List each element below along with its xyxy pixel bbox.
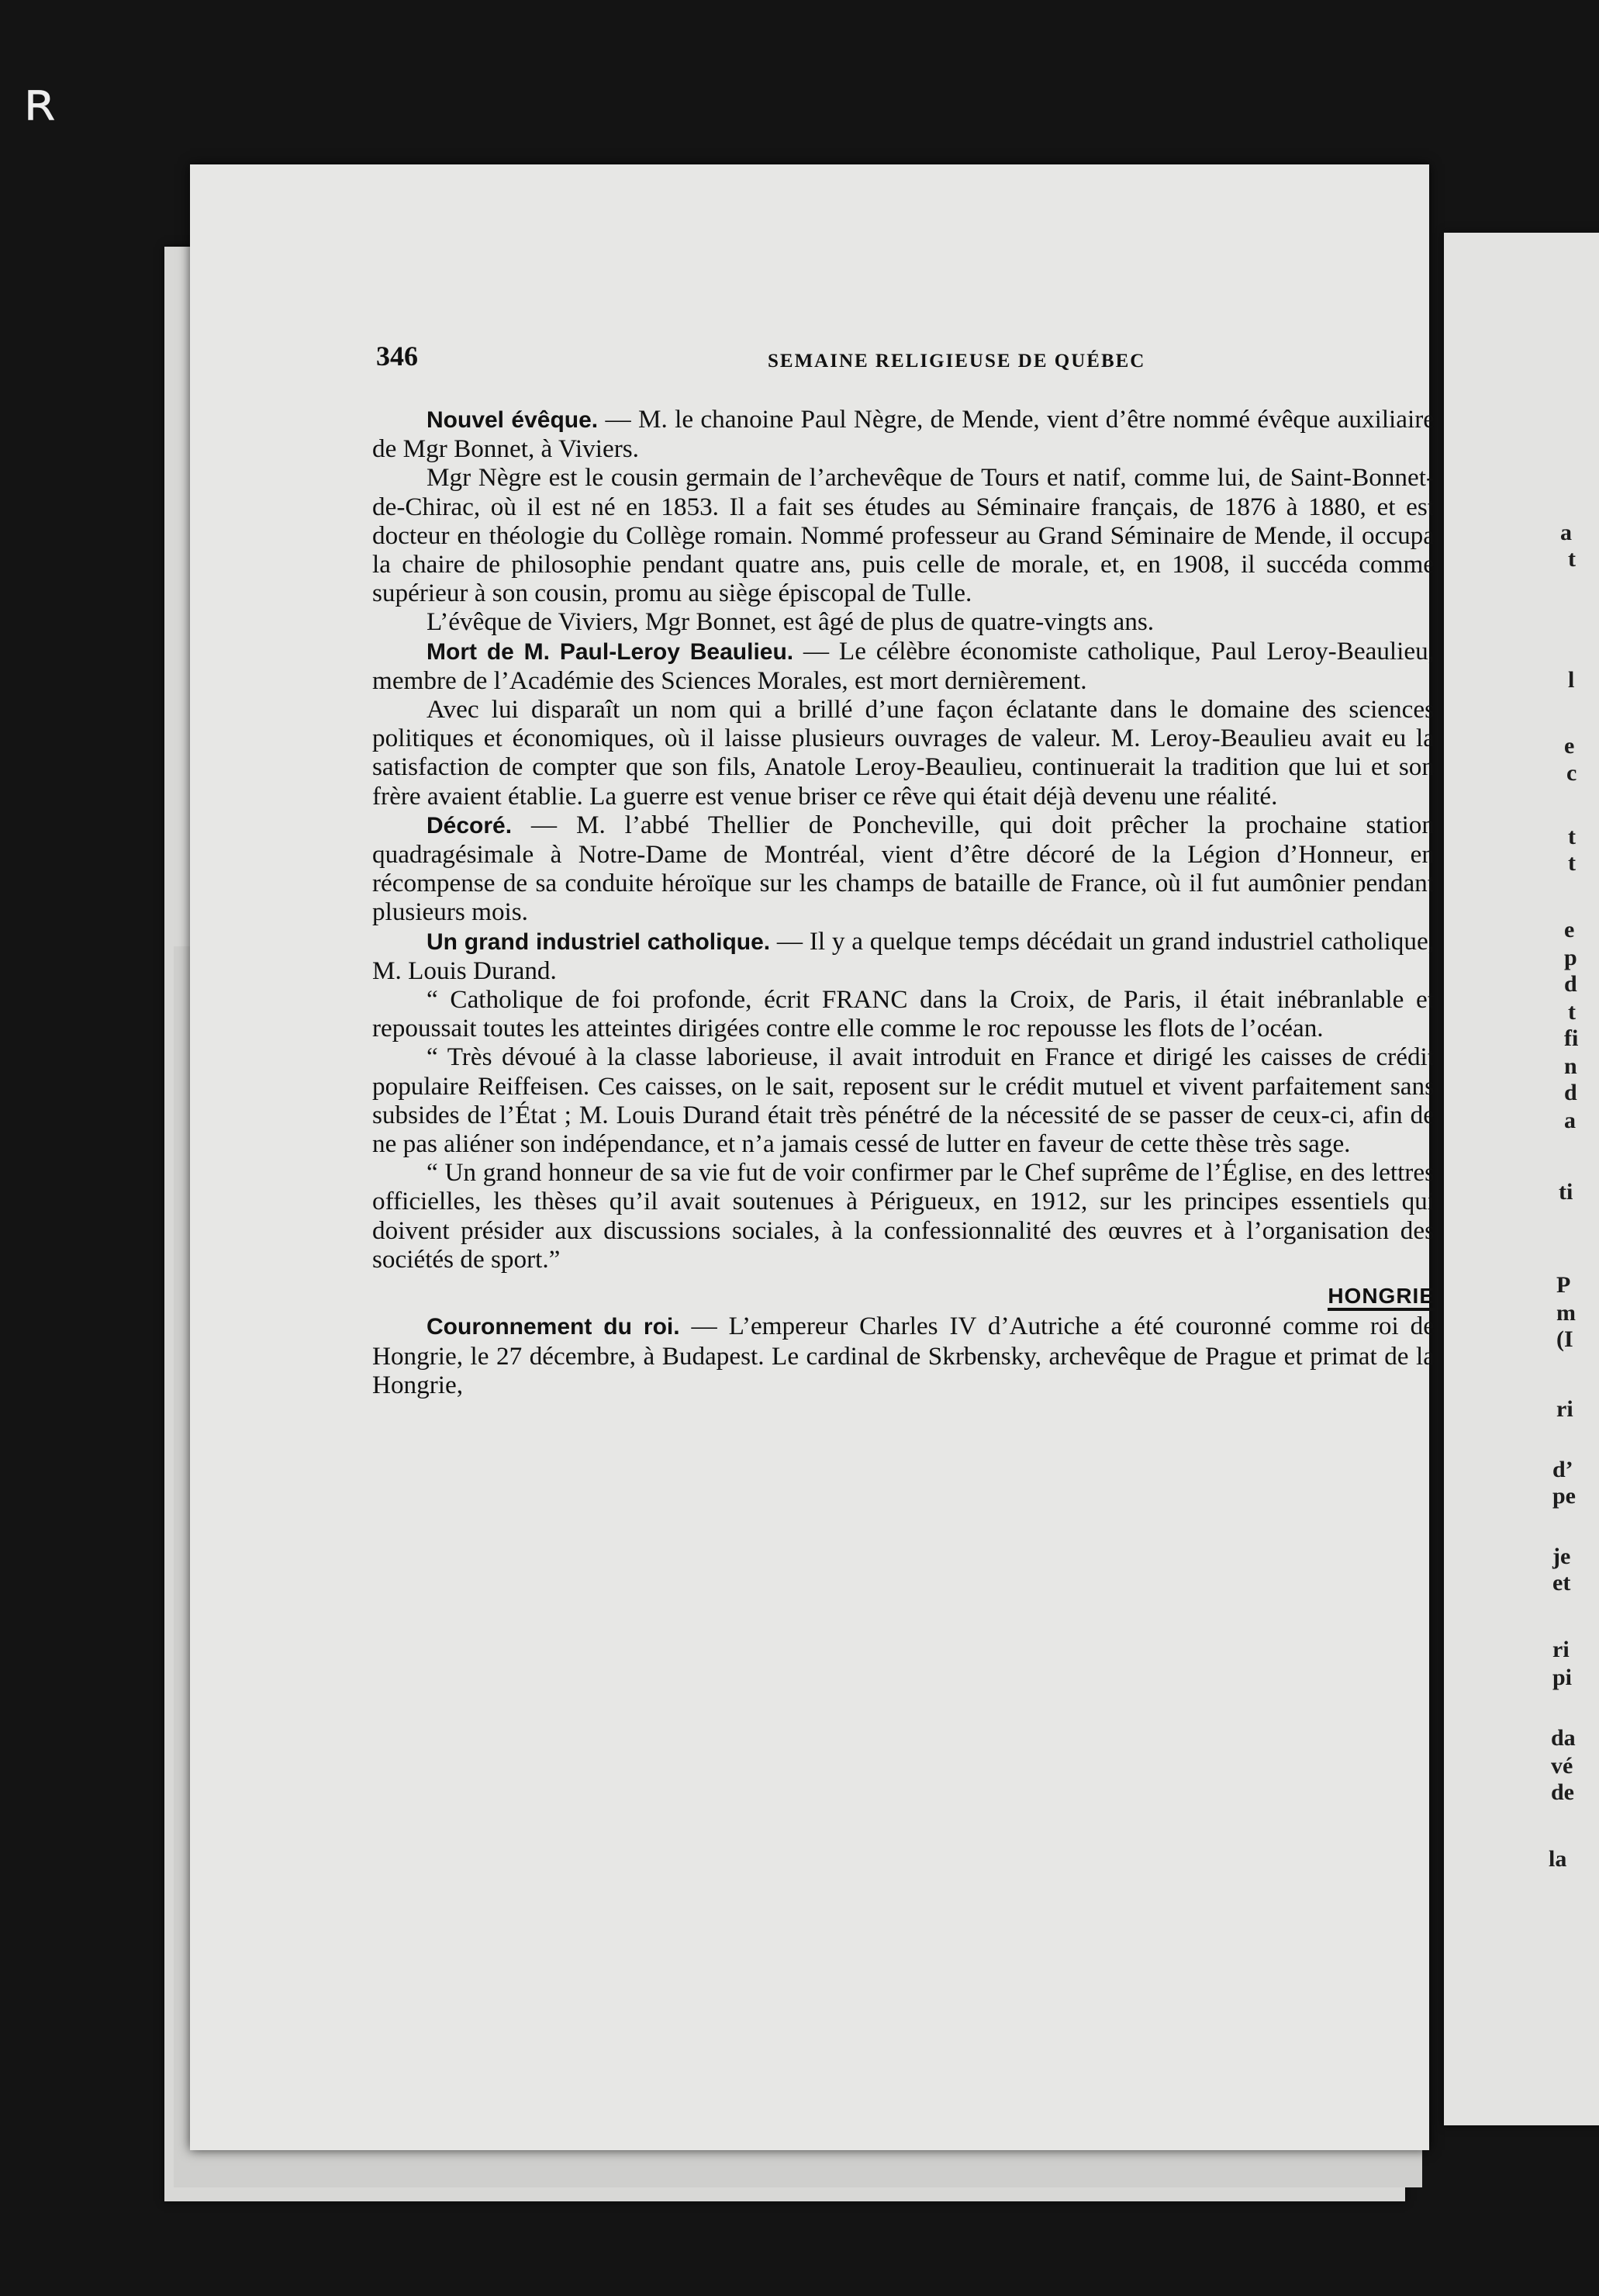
fragment: ri	[1556, 1396, 1573, 1422]
fragment: t	[1568, 824, 1576, 849]
facing-page-fragments	[1444, 233, 1599, 2125]
fragment: (I	[1556, 1326, 1573, 1352]
article-text: — Il y a quelque temps décédait un grand industriel catholique, M. Louis Durand.	[372, 926, 1435, 985]
section-heading-text: HONGRIE	[1328, 1284, 1435, 1311]
article-paragraph: L’évêque de Viviers, Mgr Bonnet, est âgé de plus de quatre-vingts ans.	[427, 607, 1155, 637]
fragment: t	[1568, 850, 1576, 876]
fragment: vé	[1551, 1753, 1573, 1779]
fragment: ti	[1559, 1179, 1573, 1205]
fragment: ri	[1552, 1637, 1570, 1662]
fragment: d	[1564, 971, 1577, 997]
fragment: t	[1568, 546, 1576, 572]
fragment: t	[1568, 999, 1576, 1025]
article-text: — L’empereur Charles IV d’Autriche a été couronné comme roi de Hongrie, le 27 décembre, à Budapest. Le cardinal de Skrbensky, archevêque de Prague et primat de la Hongrie,	[372, 1312, 1435, 1399]
fragment: P	[1556, 1272, 1571, 1298]
article-paragraph: Mgr Nègre est le cousin germain de l’archevêque de Tours et natif, comme lui, de Saint-Bonnet-de-Chirac, où il est né en 1853. Il a fait ses études au Séminaire français, de 1876 à 1880, et est docteur en théologie du Collège romain. Nommé professeur au Grand Séminaire de Mende, il occupa la chaire de philosophie pendant quatre ans, puis celle de morale, et, en 1908, il succéda comme supérieur à son cousin, promu au siège épiscopal de Tulle.	[372, 463, 1435, 608]
fragment: l	[1568, 667, 1575, 693]
article-rubric: Un grand industriel catholique.	[427, 928, 771, 955]
article-rubric: Couronnement du roi.	[427, 1314, 680, 1340]
fragment: da	[1551, 1725, 1576, 1751]
fragment: et	[1552, 1570, 1571, 1596]
fragment: c	[1566, 760, 1577, 786]
fragment: n	[1564, 1053, 1577, 1079]
article-paragraph	[372, 811, 1435, 927]
fragment: e	[1564, 733, 1575, 759]
margin-mark: ʀ	[23, 70, 57, 133]
fragment: de	[1551, 1779, 1574, 1805]
fragment: e	[1564, 917, 1575, 942]
running-title: SEMAINE RELIGIEUSE DE QUÉBEC	[768, 351, 1146, 372]
page-number: 346	[376, 341, 418, 372]
page-body	[372, 405, 1435, 1399]
article-paragraph	[372, 927, 1435, 985]
fragment: a	[1560, 520, 1572, 545]
article-rubric: Décoré.	[427, 812, 513, 839]
article-paragraph	[372, 637, 1435, 695]
article-rubric: Nouvel évêque.	[427, 407, 599, 433]
article-paragraph: Avec lui disparaît un nom qui a brillé d’une façon éclatante dans le domaine des sciences politiques et économiques, où il laisse plusieurs ouvrages de valeur. M. Leroy-Beaulieu avait eu la satisfaction de compter que son fils, Anatole Leroy-Beaulieu, continuerait la tradition que lui et son frère avaient établie. La guerre est venue briser ce rêve qui était déjà devenu une réalité.	[372, 695, 1435, 811]
fragment: fi	[1564, 1025, 1579, 1051]
fragment: pi	[1552, 1665, 1573, 1690]
fragment: m	[1556, 1300, 1576, 1326]
fragment: a	[1564, 1108, 1576, 1133]
fragment: d	[1564, 1080, 1577, 1105]
fragment: d’	[1552, 1457, 1573, 1482]
article-paragraph	[372, 405, 1435, 463]
article-rubric: Mort de M. Paul-Leroy Beaulieu.	[427, 638, 794, 665]
article-paragraph	[372, 1312, 1435, 1399]
section-heading	[372, 1281, 1435, 1310]
article-text: — Le célèbre économiste catholique, Paul Leroy-Beaulieu, membre de l’Académie des Sciences Morales, est mort dernièrement.	[372, 636, 1435, 695]
article-paragraph: “ Un grand honneur de sa vie fut de voir confirmer par le Chef suprême de l’Église, en des lettres officielles, les thèses qu’il avait soutenues à Périgueux, en 1912, sur les principes essentiels qui doivent présider aux discussions sociales, à la confessionnalité des œuvres et à l’organisation des sociétés de sport.”	[372, 1158, 1435, 1274]
article-text: — M. l’abbé Thellier de Poncheville, qui doit prêcher la prochaine station quadragésimale à Notre-Dame de Montréal, vient d’être décoré de la Légion d’Honneur, en récompense de sa conduite héroïque sur les champs de bataille de France, où il fut aumônier pendant plusieurs mois.	[372, 810, 1435, 927]
facing-page	[1444, 233, 1599, 2125]
fragment: p	[1564, 945, 1577, 970]
article-text: — M. le chanoine Paul Nègre, de Mende, vient d’être nommé évêque auxiliaire de Mgr Bonnet, à Viviers.	[372, 405, 1435, 464]
fragment: la	[1549, 1846, 1567, 1872]
book-page	[190, 164, 1435, 2150]
article-paragraph: “ Catholique de foi profonde, écrit FRANC dans la Croix, de Paris, il était inébranlable et repoussait toutes les atteintes dirigées contre elle comme le roc repousse les flots de l’océan.	[372, 985, 1435, 1043]
page-header	[376, 340, 1462, 386]
fragment: je	[1552, 1544, 1571, 1569]
article-paragraph: “ Très dévoué à la classe laborieuse, il avait introduit en France et dirigé les caisses de crédit populaire Reiffeisen. Ces caisses, on le sait, reposent sur le crédit mutuel et vivent parfaitement sans subsides de l’État ; M. Louis Durand était très pénétré de la nécessité de se passer de ceux-ci, afin de ne pas aliéner son indépendance, et n’a jamais cessé de lutter en faveur de cette thèse très sage.	[372, 1043, 1435, 1159]
fragment: pe	[1552, 1483, 1576, 1509]
